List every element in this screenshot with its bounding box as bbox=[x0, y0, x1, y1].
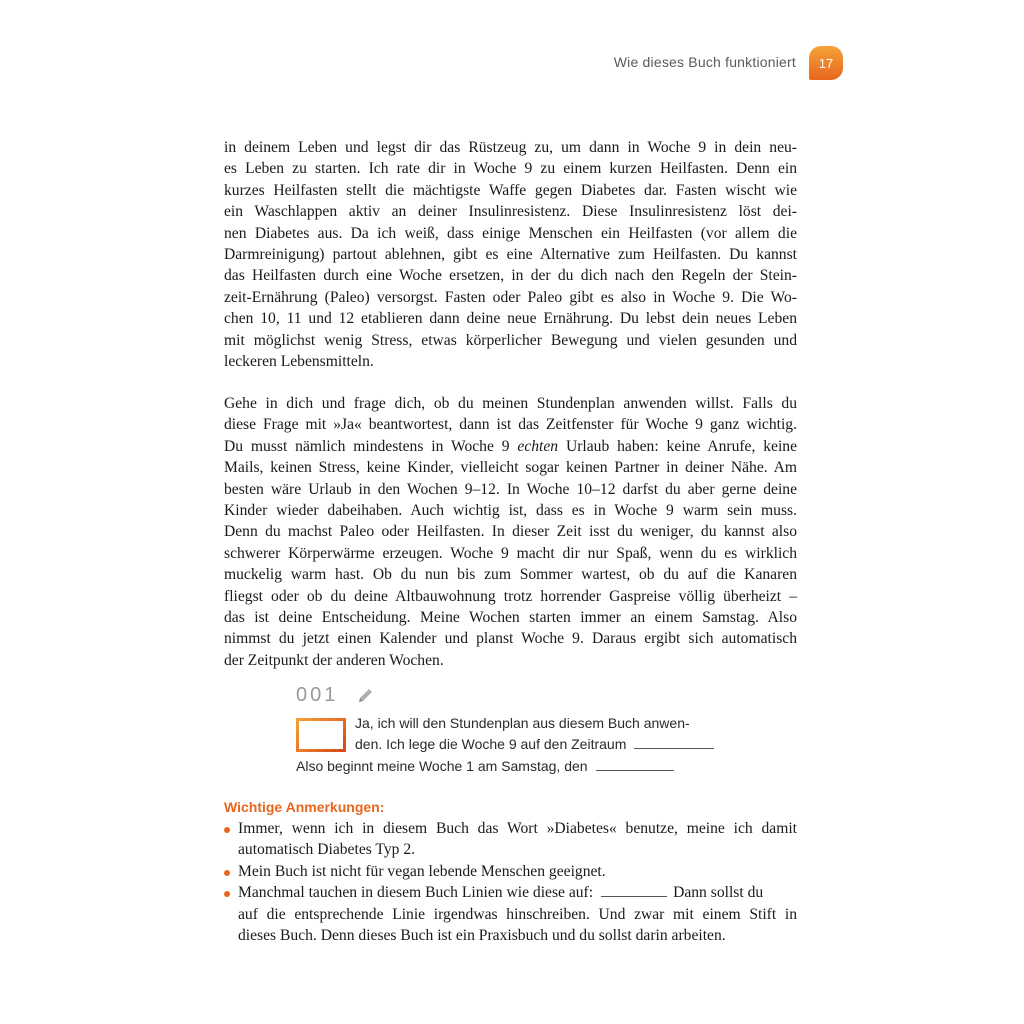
text-fragment: Urlaub haben: keine Anrufe, keine bbox=[558, 437, 797, 455]
text-line: muckelig warm hast. Ob du nun bis zum Sommer wartest, ob du auf die Kanaren bbox=[224, 566, 797, 584]
start-date-blank-line[interactable] bbox=[596, 769, 674, 771]
checkbox-label: Ja, ich will den Stundenplan aus diesem Buch anwen- bbox=[355, 715, 690, 731]
text-line: Darmreinigung) partout ablehnen, gibt es eine Alternative zum Heilfasten. Du kannst bbox=[224, 246, 797, 264]
text-line: Denn du machst Paleo oder Heilfasten. In dieser Zeit isst du weniger, du kannst also bbox=[224, 523, 797, 541]
pencil-icon bbox=[356, 687, 374, 705]
text-line: es Leben zu starten. Ich rate dir in Woche 9 zu einem kurzen Heilfasten. Denn ein bbox=[224, 160, 797, 178]
text-fragment: den. Ich lege die Woche 9 auf den Zeitraum bbox=[355, 736, 627, 752]
text-line-with-blank bbox=[238, 882, 797, 903]
text-line: in deinem Leben und legst dir das Rüstzeug zu, um dann in Woche 9 in dein neu- bbox=[224, 139, 797, 156]
body-paragraph-1 bbox=[224, 137, 797, 372]
notes-list bbox=[224, 818, 797, 946]
text-line: Kinder wieder dabeihaben. Auch wichtig ist, dass es in Woche 9 warm sein muss. bbox=[224, 502, 797, 520]
list-item bbox=[224, 818, 797, 861]
text-line: mit möglichst wenig Stress, etwas körperlicher Bewegung und vielen gesunden und bbox=[224, 331, 797, 349]
text-line: Immer, wenn ich in diesem Buch das Wort »Diabetes« benutze, meine ich damit bbox=[238, 820, 797, 837]
text-fragment: Du musst nämlich mindestens in Woche 9 bbox=[224, 437, 518, 455]
text-line: fliegst oder ob du deine Altbauwohnung trotz horrender Gaspreise völlig überheizt – bbox=[224, 587, 797, 605]
text-line: zeit-Ernährung (Paleo) versorgst. Fasten oder Paleo gibt es also in Woche 9. Die Wo- bbox=[224, 288, 797, 306]
page-number-badge bbox=[809, 46, 843, 80]
text-fragment: Dann sollst du bbox=[673, 884, 764, 902]
text-line: dieses Buch. Denn dieses Buch ist ein Praxisbuch und du sollst darin arbeiten. bbox=[238, 927, 726, 945]
commitment-checkbox[interactable] bbox=[296, 718, 346, 752]
text-fragment: Also beginnt meine Woche 1 am Samstag, den bbox=[296, 758, 588, 774]
text-line: das Heilfasten durch eine Woche ersetzen, in der du dich nach den Regeln der Stein- bbox=[224, 267, 797, 285]
checkbox-label-line2 bbox=[355, 736, 714, 752]
body-paragraph-2 bbox=[224, 393, 797, 671]
text-line: Mails, keinen Stress, keine Kinder, vielleicht sogar keinen Partner in deiner Nähe. Am bbox=[224, 459, 797, 477]
text-line: schwerer Körperwärme erzeugen. Woche 9 macht dir nur Spaß, wenn du es wirklich bbox=[224, 544, 797, 562]
text-line: Mein Buch ist nicht für vegan lebende Menschen geeignet. bbox=[238, 862, 606, 880]
text-line: diese Frage mit »Ja« beantwortest, dann ist das Zeitfenster für Woche 9 ganz wichtig. bbox=[224, 416, 797, 434]
example-blank-line[interactable] bbox=[601, 895, 667, 897]
emphasis-text: echten bbox=[517, 437, 559, 455]
list-item bbox=[224, 882, 797, 946]
checkbox-number: 001 bbox=[296, 684, 339, 706]
text-line: ein Waschlappen aktiv an deiner Insulinresistenz. Diese Insulinresistenz löst dei- bbox=[224, 203, 797, 221]
text-line: nen Diabetes aus. Da ich weiß, dass einige Menschen ein Heilfasten (vor allem die bbox=[224, 224, 797, 242]
text-line: das ist deine Entscheidung. Meine Wochen starten immer an einem Samstag. Also bbox=[224, 609, 797, 627]
text-line: Gehe in dich und frage dich, ob du meinen Stundenplan anwenden willst. Falls du bbox=[224, 395, 797, 412]
text-line: nimmst du jetzt einen Kalender und planst Woche 9. Daraus ergibt sich automatisch bbox=[224, 630, 797, 648]
text-line: besten wäre Urlaub in den Wochen 9–12. In Woche 10–12 darfst du aber gerne deine bbox=[224, 480, 797, 498]
text-line: auf die entsprechende Linie irgendwas hinschreiben. Und zwar mit einem Stift in bbox=[238, 905, 797, 923]
text-line: automatisch Diabetes Typ 2. bbox=[238, 841, 416, 859]
text-line-with-emphasis bbox=[224, 436, 797, 457]
timeframe-blank-line[interactable] bbox=[634, 747, 714, 749]
page-number: 17 bbox=[818, 55, 834, 71]
text-line: leckeren Lebensmitteln. bbox=[224, 353, 374, 371]
notes-heading: Wichtige Anmerkungen: bbox=[224, 799, 385, 815]
text-line: kurzes Heilfasten stellt die mächtigste Waffe gegen Diabetes dar. Fasten wischt wie bbox=[224, 181, 797, 199]
running-head: Wie dieses Buch funktioniert bbox=[613, 54, 796, 70]
text-fragment: Manchmal tauchen in diesem Buch Linien wie diese auf: bbox=[238, 884, 594, 902]
text-line: der Zeitpunkt der anderen Wochen. bbox=[224, 651, 444, 669]
start-date-line bbox=[296, 758, 674, 774]
list-item bbox=[224, 861, 797, 882]
text-line: chen 10, 11 und 12 etablieren dann deine neue Ernährung. Du lebst dein neues Leben bbox=[224, 310, 797, 328]
